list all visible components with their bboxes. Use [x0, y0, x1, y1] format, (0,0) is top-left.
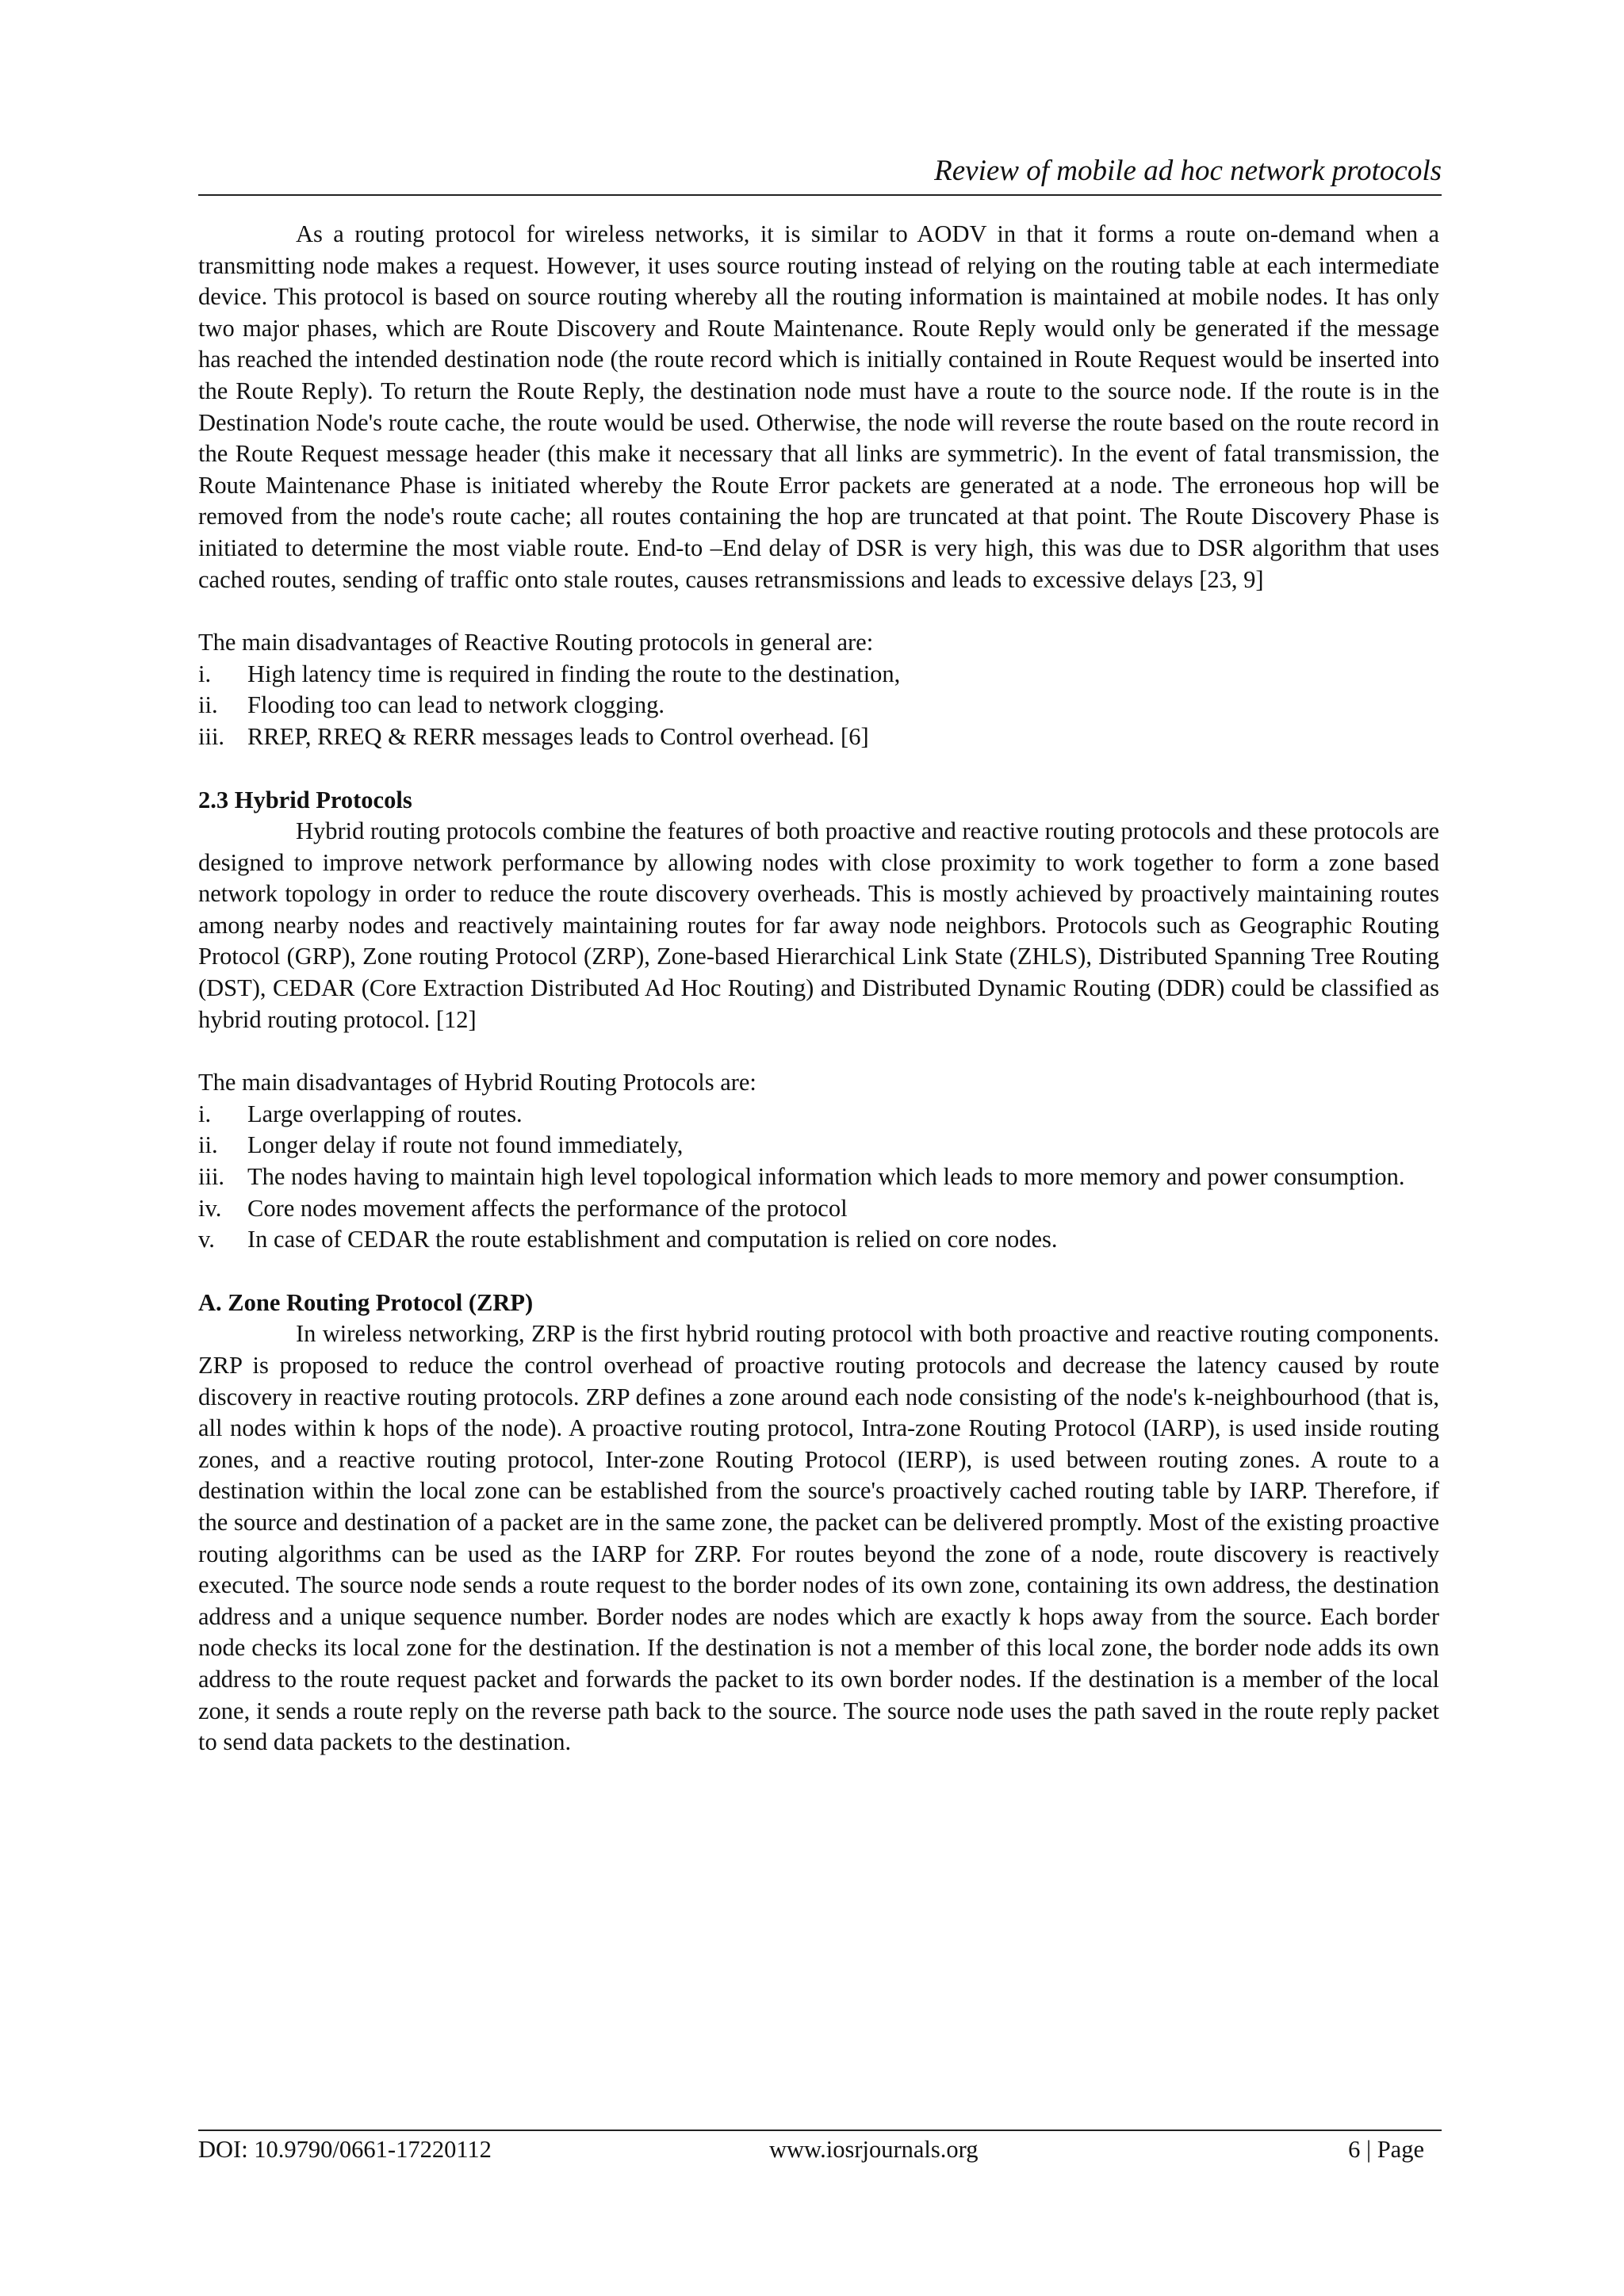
list-text: Large overlapping of routes. [247, 1100, 523, 1127]
header-rule [198, 194, 1442, 196]
page-content [198, 219, 1439, 1758]
spacer [198, 1035, 1439, 1067]
spacer [198, 753, 1439, 785]
list-text: The nodes having to maintain high level topological information which leads to more memory and power consumption. [247, 1163, 1405, 1191]
reactive-disadvantages-list [198, 659, 1439, 753]
dsr-paragraph: As a routing protocol for wireless networks, it is similar to AODV in that it forms a route on-demand when a transmitting node makes a request. However, it uses source routing instead of relying on the routing table at each intermediate device. This protocol is based on source routing whereby all the routing information is maintained at mobile nodes. It has only two major phases, which are Route Discovery and Route Maintenance. Route Reply would only be generated if the message has reached the intended destination node (the route record which is initially contained in Route Request would be inserted into the Route Reply). To return the Route Reply, the destination node must have a route to the source node. If the route is in the Destination Node's route cache, the route would be used. Otherwise, the node will reverse the route based on the route record in the Route Request message header (this make it necessary that all links are symmetric). In the event of fatal transmission, the Route Maintenance Phase is initiated whereby the Route Error packets are generated at a node. The erroneous hop will be removed from the node's route cache; all routes containing the hop are truncated at that point. The Route Discovery Phase is initiated to determine the most viable route. End-to –End delay of DSR is very high, this was due to DSR algorithm that uses cached routes, sending of traffic onto stale routes, causes retransmissions and leads to excessive delays [23, 9] [198, 220, 1439, 593]
list-item [198, 690, 1439, 721]
list-number: v. [198, 1226, 215, 1253]
list-item [198, 1099, 1439, 1131]
footer-website: www.iosrjournals.org [769, 2136, 979, 2163]
spacer [198, 1256, 1439, 1288]
list-number: iv. [198, 1194, 222, 1222]
hybrid-disadvantages-list [198, 1099, 1439, 1256]
list-item [198, 1130, 1439, 1161]
hybrid-disadvantages-intro: The main disadvantages of Hybrid Routing Protocols are: [198, 1069, 756, 1096]
list-item [198, 721, 1439, 753]
reactive-disadvantages-intro: The main disadvantages of Reactive Routing protocols in general are: [198, 629, 874, 656]
running-header: Review of mobile ad hoc network protocols [934, 155, 1442, 187]
footer-rule [198, 2130, 1442, 2131]
section-heading-zrp: A. Zone Routing Protocol (ZRP) [198, 1288, 534, 1316]
list-number: iii. [198, 1163, 225, 1191]
list-number: iii. [198, 722, 225, 750]
list-number: ii. [198, 1131, 218, 1159]
list-text: Longer delay if route not found immediately, [247, 1131, 684, 1159]
list-text: High latency time is required in finding the route to the destination, [247, 660, 901, 687]
footer-page-number: 6 | Page [1348, 2136, 1424, 2163]
list-number: i. [198, 1100, 212, 1127]
list-text: RREP, RREQ & RERR messages leads to Control overhead. [6] [247, 722, 869, 750]
list-text: Core nodes movement affects the performance of the protocol [247, 1194, 848, 1222]
list-item [198, 1193, 1439, 1225]
zrp-paragraph: In wireless networking, ZRP is the first hybrid routing protocol with both proactive and reactive routing components. ZRP is proposed to reduce the control overhead of proactive routing protocols and decrease the latency caused by route discovery in reactive routing protocols. ZRP defines a zone around each node consisting of the node's k-neighbourhood (that is, all nodes within k hops of the node). A proactive routing protocol, Intra-zone Routing Protocol (IARP), is used inside routing zones, and a reactive routing protocol, Inter-zone Routing Protocol (IERP), is used between routing zones. A route to a destination within the local zone can be established from the source's proactively cached routing table by IARP. Therefore, if the source and destination of a packet are in the same zone, the packet can be delivered promptly. Most of the existing proactive routing algorithms can be used as the IARP for ZRP. For routes beyond the zone of a node, route discovery is reactively executed. The source node sends a route request to the border nodes of its own zone, containing its own address, the destination address and a unique sequence number. Border nodes are nodes which are exactly k hops away from the source. Each border node checks its local zone for the destination. If the destination is not a member of this local zone, the border node adds its own address to the route request packet and forwards the packet to its own border nodes. If the destination is a member of the local zone, it sends a route reply on the reverse path back to the source. The source node uses the path saved in the route reply packet to send data packets to the destination. [198, 1320, 1439, 1756]
list-item [198, 1224, 1439, 1256]
list-text: Flooding too can lead to network clogging. [247, 691, 665, 719]
list-item [198, 1161, 1439, 1193]
footer-doi: DOI: 10.9790/0661-17220112 [198, 2136, 492, 2163]
list-number: i. [198, 660, 212, 687]
list-text: In case of CEDAR the route establishment and computation is relied on core nodes. [247, 1226, 1058, 1253]
hybrid-paragraph: Hybrid routing protocols combine the features of both proactive and reactive routing protocols and these protocols are designed to improve network performance by allowing nodes with close proximity to work together to form a zone based network topology in order to reduce the route discovery overheads. This is mostly achieved by proactively maintaining routes among nearby nodes and reactively maintaining routes for far away node neighbors. Protocols such as Geographic Routing Protocol (GRP), Zone routing Protocol (ZRP), Zone-based Hierarchical Link State (ZHLS), Distributed Spanning Tree Routing (DST), CEDAR (Core Extraction Distributed Ad Hoc Routing) and Distributed Dynamic Routing (DDR) could be classified as hybrid routing protocol. [12] [198, 817, 1439, 1033]
section-heading-hybrid: 2.3 Hybrid Protocols [198, 786, 412, 813]
spacer [198, 595, 1439, 627]
list-item [198, 659, 1439, 691]
list-number: ii. [198, 691, 218, 719]
